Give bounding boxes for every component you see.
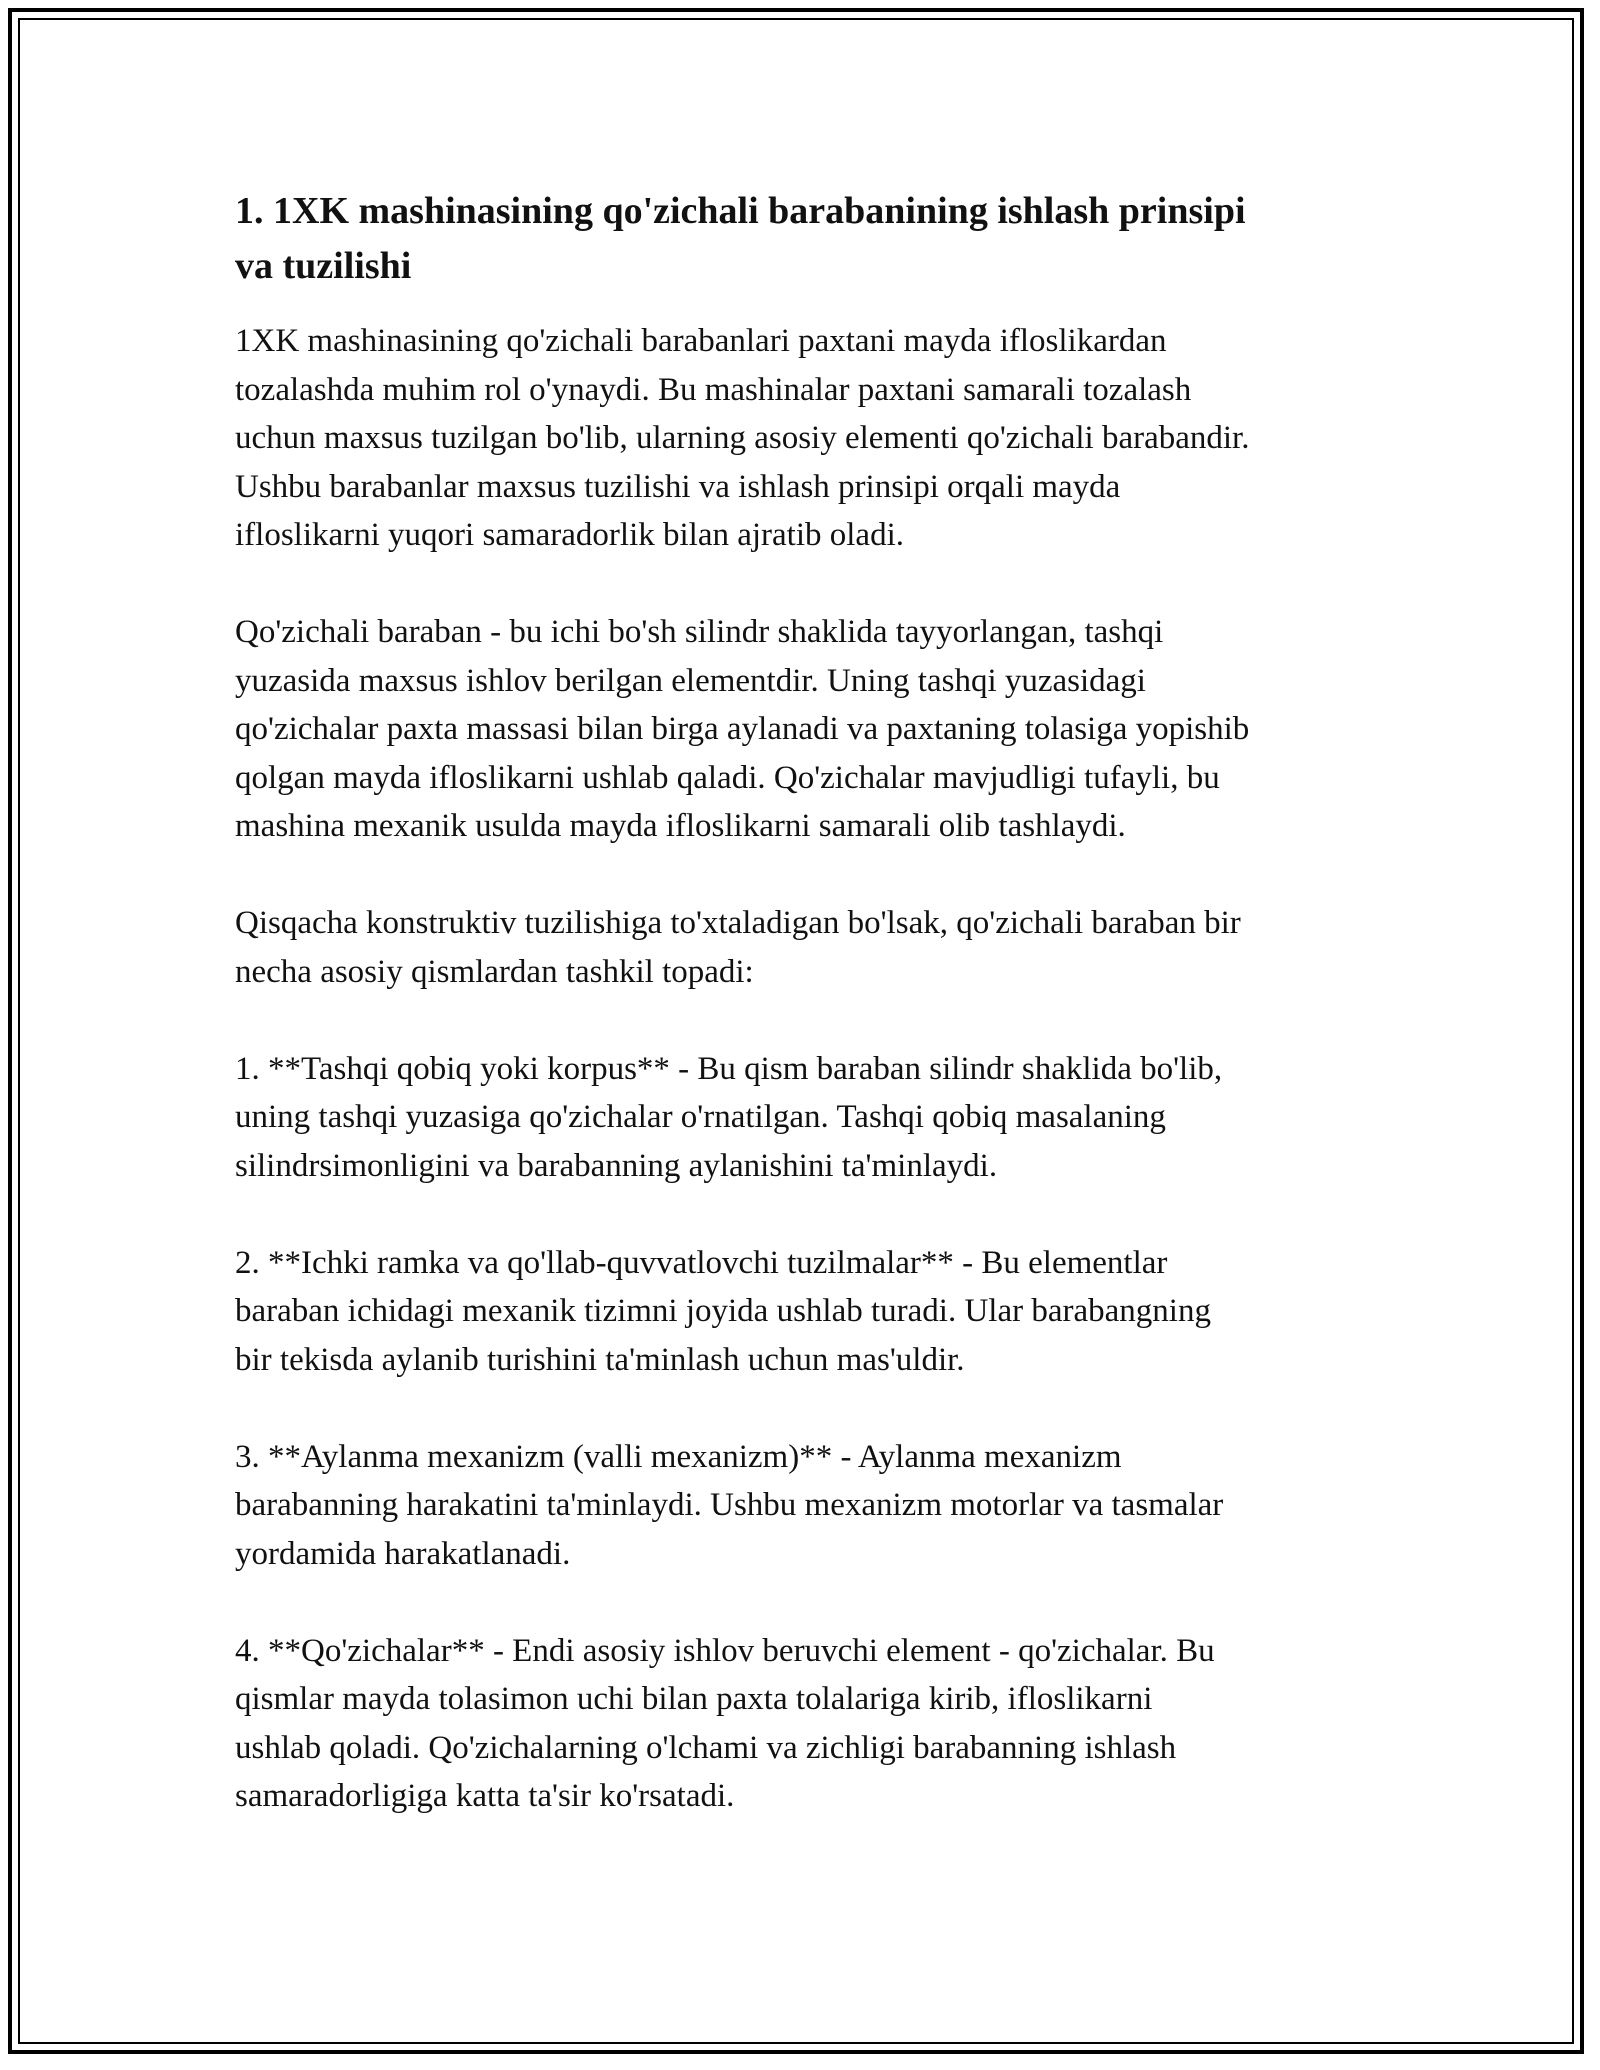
document-body (235, 184, 1375, 1821)
list-item-outer-shell: 1. **Tashqi qobiq yoki korpus** - Bu qism baraban silindr shaklida bo'lib, uning tashqi yuzasiga qo'zichalar o'rnatilgan. Tashqi qobiq masalaning silindrsimonligini va barabanning aylanishini ta'minlaydi. (235, 1050, 1223, 1184)
definition-paragraph: Qo'zichali baraban - bu ichi bo'sh silindr shaklida tayyorlangan, tashqi yuzasida maxsus ishlov berilgan elementdir. Uning tashqi yuzasidagi qo'zichalar paxta massasi bilan birga aylanadi va paxtaning tolasiga yopishib qolgan mayda ifloslikarni ushlab qaladi. Qo'zichalar mavjudligi tufayli, bu mashina mexanik usulda mayda ifloslikarni samarali olib tashlaydi. (235, 614, 1250, 844)
document-title: 1. 1XK mashinasining qo'zichali barabanining ishlash prinsipi va tuzilishi (235, 190, 1246, 287)
list-item-inner-frame: 2. **Ichki ramka va qo'llab-quvvatlovchi tuzilmalar** - Bu elementlar baraban ichidagi mexanik tizimni joyida ushlab turadi. Ular barabangning bir tekisda aylanib turishini ta'minlash uchun mas'uldir. (235, 1244, 1211, 1378)
list-item-pegs: 4. **Qo'zichalar** - Endi asosiy ishlov beruvchi element - qo'zichalar. Bu qismlar mayda tolasimon uchi bilan paxta tolalariga kirib, ifloslikarni ushlab qoladi. Qo'zichalarning o'lchami va zichligi barabanning ishlash samaradorligiga katta ta'sir ko'rsatadi. (235, 1632, 1215, 1814)
structure-intro-paragraph: Qisqacha konstruktiv tuzilishiga to'xtaladigan bo'lsak, qo'zichali baraban bir necha asosiy qismlardan tashkil topadi: (235, 905, 1241, 990)
intro-paragraph: 1XK mashinasining qo'zichali barabanlari paxtani mayda ifloslikardan tozalashda muhim rol o'ynaydi. Bu mashinalar paxtani samarali tozalash uchun maxsus tuzilgan bo'lib, ularning asosiy elementi qo'zichali barabandir. Ushbu barabanlar maxsus tuzilishi va ishlash prinsipi orqali mayda ifloslikarni yuqori samaradorlik bilan ajratib oladi. (235, 323, 1250, 553)
list-item-rotation-mechanism: 3. **Aylanma mexanizm (valli mexanizm)** - Aylanma mexanizm barabanning harakatini ta'minlaydi. Ushbu mexanizm motorlar va tasmalar yordamida harakatlanadi. (235, 1438, 1224, 1572)
